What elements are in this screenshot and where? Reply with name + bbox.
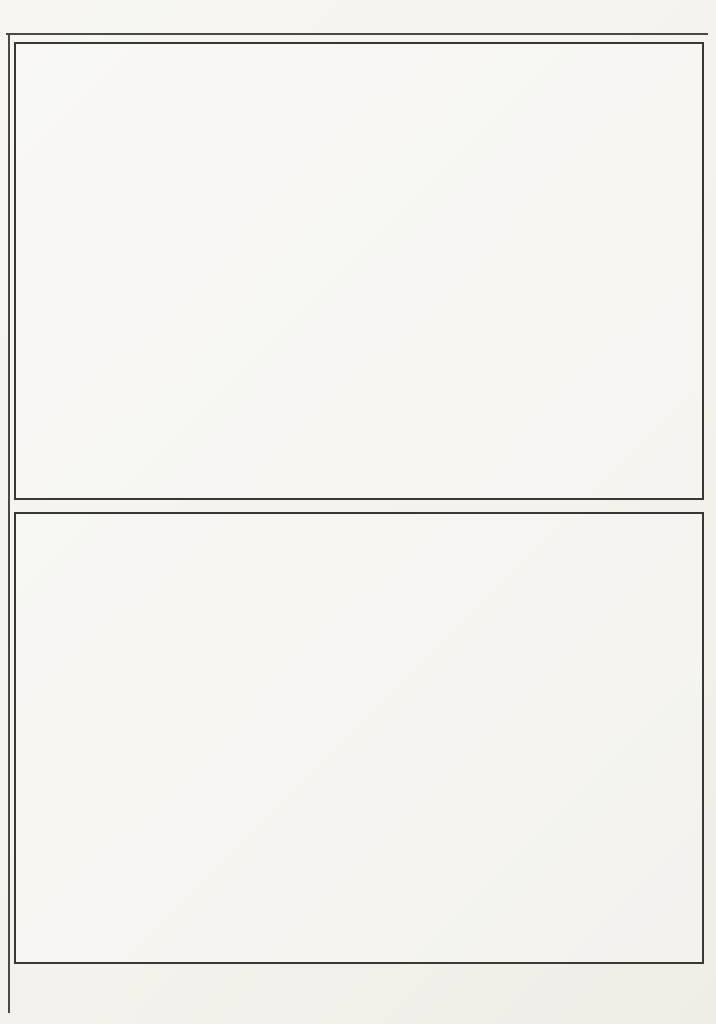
roster-table-top xyxy=(14,42,704,500)
page-top-rule xyxy=(6,33,708,35)
roster-table-bottom xyxy=(14,512,704,964)
page-left-rule xyxy=(8,33,10,1013)
